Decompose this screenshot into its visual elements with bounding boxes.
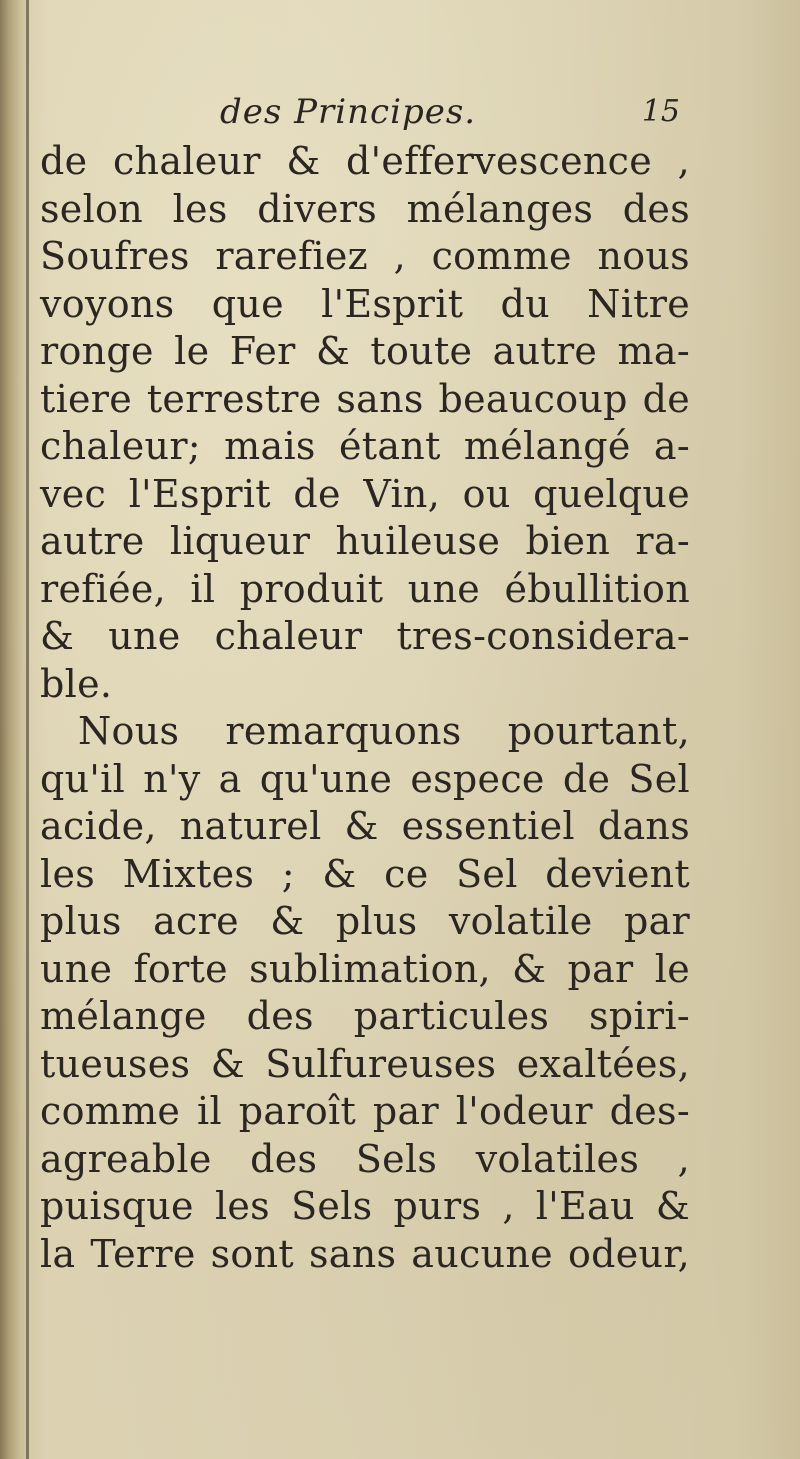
paragraph-1 xyxy=(40,138,690,708)
text-line: ble. xyxy=(40,661,113,706)
text-line: autre liqueur huileuse bien ra- xyxy=(40,519,690,563)
page-number: 15 xyxy=(641,94,680,129)
text-line: une forte sublimation, & par le xyxy=(40,946,690,991)
text-line: voyons que l'Esprit du Nitre xyxy=(40,281,690,326)
text-line: Soufres rarefiez , comme nous xyxy=(40,234,690,278)
text-line: de chaleur & d'effervescence , xyxy=(40,139,690,183)
text-line: refiée, il produit une ébullition xyxy=(40,566,690,611)
text-line: vec l'Esprit de Vin, ou quelque xyxy=(40,471,690,516)
text-line: les Mixtes ; & ce Sel devient xyxy=(40,851,690,896)
text-line: selon les divers mélanges des xyxy=(40,186,690,231)
text-line: comme il paroît par l'odeur des- xyxy=(40,1089,690,1133)
text-line: chaleur; mais étant mélangé a- xyxy=(40,424,690,468)
text-line: qu'il n'y a qu'une espece de Sel xyxy=(40,756,690,801)
text-line: agreable des Sels volatiles , xyxy=(40,1136,690,1181)
text-line: la Terre sont sans aucune odeur, xyxy=(40,1231,690,1276)
text-line: Nous remarquons pourtant, xyxy=(78,709,690,753)
paragraph-2 xyxy=(40,708,690,1278)
text-line: tueuses & Sulfureuses exaltées, xyxy=(40,1041,690,1086)
running-head xyxy=(40,92,680,142)
running-head-title: des Principes. xyxy=(220,92,477,132)
text-line: ronge le Fer & toute autre ma- xyxy=(40,329,690,373)
text-line: acide, naturel & essentiel dans xyxy=(40,804,690,848)
book-binding-line xyxy=(26,0,29,1459)
body-text xyxy=(40,138,690,1278)
text-line: mélange des particules spiri- xyxy=(40,994,690,1038)
text-line: & une chaleur tres-considera- xyxy=(40,614,690,658)
text-line: tiere terrestre sans beaucoup de xyxy=(40,376,690,421)
text-line: plus acre & plus volatile par xyxy=(40,899,690,943)
text-line: puisque les Sels purs , l'Eau & xyxy=(40,1184,690,1228)
